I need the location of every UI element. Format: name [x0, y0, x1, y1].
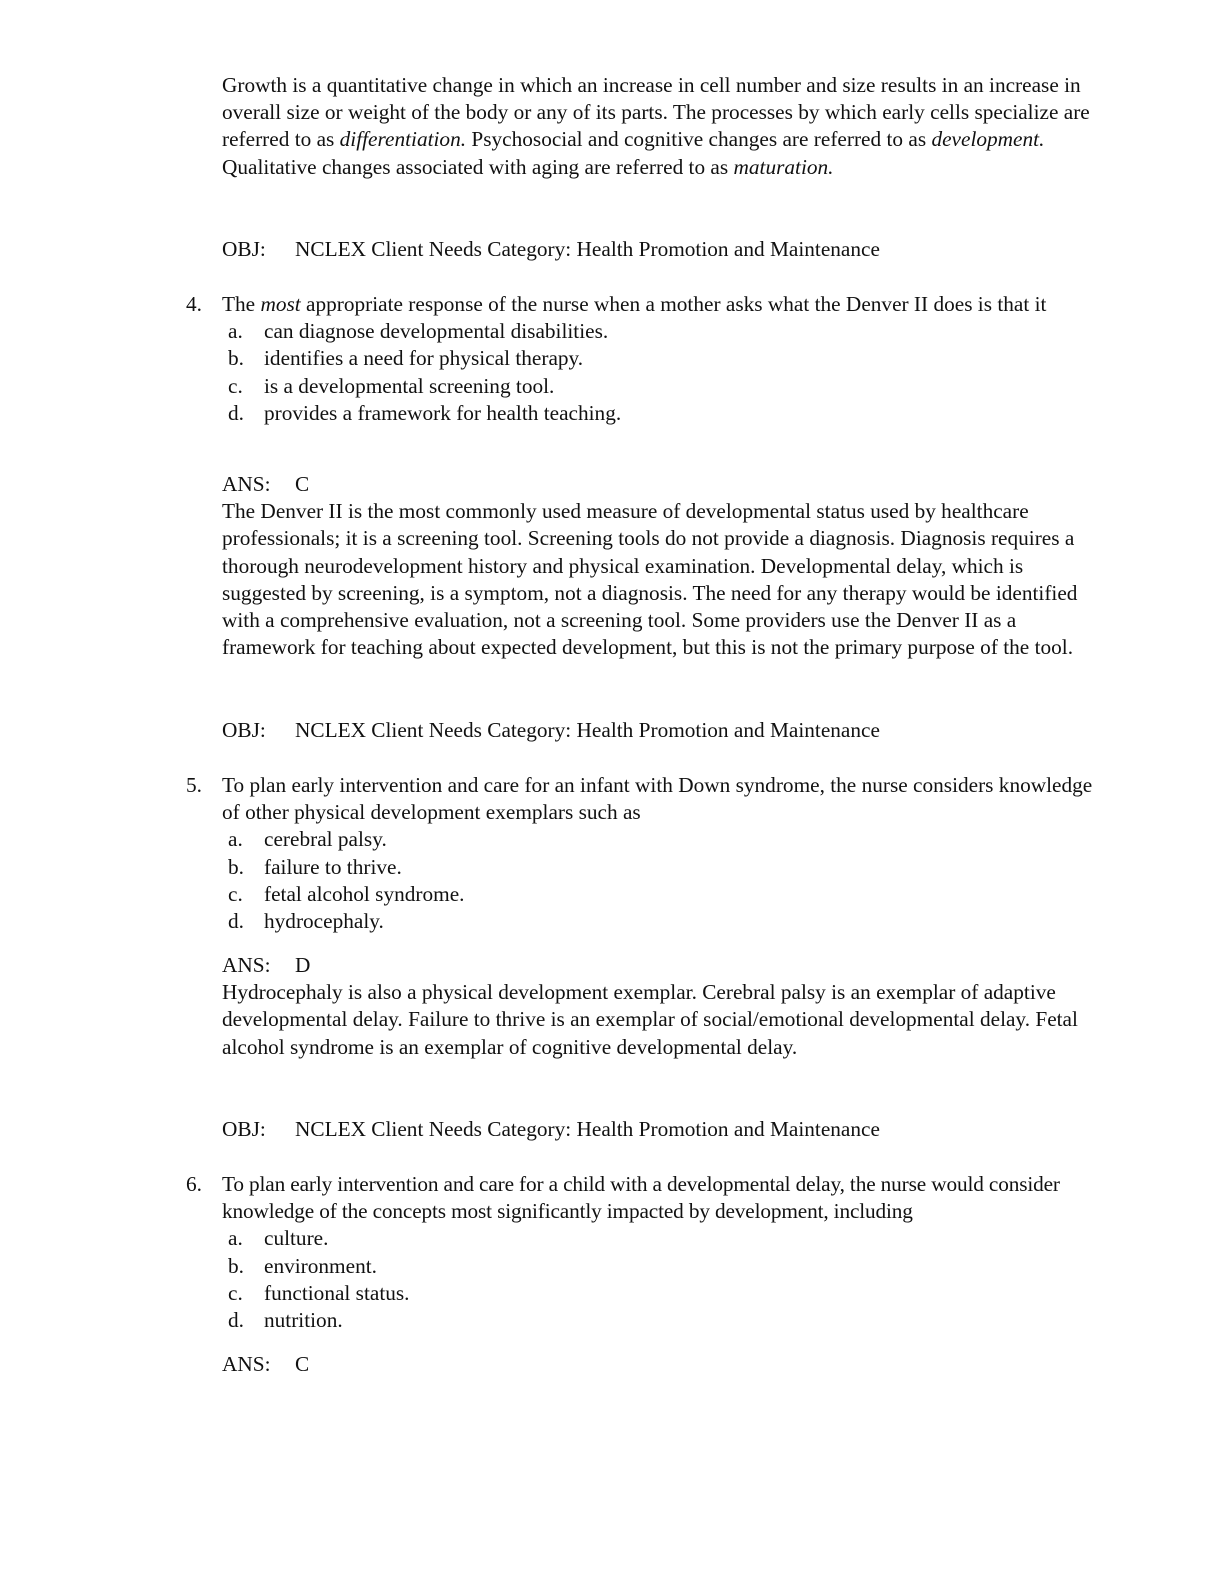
intro-text-1: Growth is a quantitative change in which an increase in cell number and size results in an increase in overall size or weight of the body or any of its parts. The processes by which early cells specialize are referred to as	[222, 73, 1090, 152]
option-letter: c.	[228, 373, 243, 398]
answer-options	[228, 826, 1102, 935]
option-letter: b.	[228, 346, 244, 371]
answer-line	[222, 952, 1102, 979]
option-b	[228, 854, 1102, 881]
term-development: development.	[931, 127, 1045, 152]
stem-text: The	[222, 292, 261, 316]
option-a	[228, 318, 1102, 345]
option-a	[228, 1225, 1102, 1252]
obj-label: OBJ:	[222, 1117, 266, 1141]
intro-paragraph	[222, 72, 1102, 181]
objective-4	[222, 717, 1102, 744]
option-d	[228, 400, 1102, 427]
ans-label: ANS:	[222, 953, 271, 977]
option-text: functional status.	[264, 1280, 410, 1305]
option-text: fetal alcohol syndrome.	[264, 881, 465, 906]
question-stem	[222, 291, 1102, 318]
answer-line	[222, 471, 1102, 498]
term-maturation: maturation.	[733, 154, 834, 179]
answer-6	[222, 1351, 1102, 1378]
option-a	[228, 826, 1102, 853]
obj-text: NCLEX Client Needs Category: Health Promotion and Maintenance	[295, 1117, 880, 1141]
option-text: provides a framework for health teaching.	[264, 400, 622, 425]
option-letter: d.	[228, 400, 244, 425]
ans-label: ANS:	[222, 472, 271, 496]
answer-5	[222, 952, 1102, 1061]
option-d	[228, 1307, 1102, 1334]
option-c	[228, 881, 1102, 908]
option-text: culture.	[264, 1226, 329, 1251]
option-text: failure to thrive.	[264, 854, 402, 879]
ans-label: ANS:	[222, 1352, 271, 1376]
option-text: hydrocephaly.	[264, 909, 384, 934]
obj-label: OBJ:	[222, 237, 266, 261]
option-letter: a.	[228, 827, 243, 852]
question-stem: To plan early intervention and care for an infant with Down syndrome, the nurse considers knowledge of other physical development exemplars such as	[222, 773, 1093, 825]
option-text: nutrition.	[264, 1308, 343, 1333]
answer-options	[228, 1225, 1102, 1334]
stem-emphasis: most	[260, 292, 301, 316]
option-text: can diagnose developmental disabilities.	[264, 319, 609, 344]
intro-text-2: Psychosocial and cognitive changes are referred to as	[466, 127, 932, 152]
question-stem: To plan early intervention and care for a child with a developmental delay, the nurse would consider knowledge of the concepts most significantly impacted by development, including	[222, 1172, 1060, 1224]
term-differentiation: differentiation.	[339, 127, 467, 152]
option-b	[228, 1253, 1102, 1280]
answer-line	[222, 1351, 1102, 1378]
option-d	[228, 908, 1102, 935]
obj-text: NCLEX Client Needs Category: Health Promotion and Maintenance	[295, 237, 880, 261]
question-5	[186, 772, 1102, 935]
rationale: Hydrocephaly is also a physical development exemplar. Cerebral palsy is an exemplar of adaptive developmental delay. Failure to thrive is an exemplar of social/emotional developmental delay. Fetal alcohol syndrome is an exemplar of cognitive developmental delay.	[222, 980, 1078, 1059]
option-letter: a.	[228, 1226, 243, 1251]
obj-text: NCLEX Client Needs Category: Health Promotion and Maintenance	[295, 718, 880, 742]
question-number: 6.	[186, 1172, 202, 1196]
option-text: identifies a need for physical therapy.	[264, 346, 584, 371]
answer-4	[222, 471, 1102, 661]
rationale: The Denver II is the most commonly used measure of developmental status used by healthcare professionals; it is a screening tool. Screening tools do not provide a diagnosis. Diagnosis requires a thorough neurodevelopment history and physical examination. Developmental delay, which is suggested by screening, is a symptom, not a diagnosis. The need for any therapy would be identified with a comprehensive evaluation, not a screening tool. Some providers use the Denver II as a framework for teaching about expected development, but this is not the primary purpose of the tool.	[222, 499, 1078, 660]
answer-value: C	[295, 1352, 310, 1376]
intro-objective	[222, 236, 1102, 263]
option-b	[228, 345, 1102, 372]
option-text: cerebral palsy.	[264, 827, 387, 852]
option-letter: b.	[228, 854, 244, 879]
option-text: environment.	[264, 1253, 377, 1278]
answer-value: C	[295, 472, 310, 496]
option-letter: a.	[228, 319, 243, 344]
option-text: is a developmental screening tool.	[264, 373, 555, 398]
obj-label: OBJ:	[222, 718, 266, 742]
intro-text-3: Qualitative changes associated with aging are referred to as	[222, 154, 734, 179]
question-number: 4.	[186, 292, 202, 316]
option-letter: b.	[228, 1253, 244, 1278]
question-4	[186, 291, 1102, 427]
answer-value: D	[295, 953, 311, 977]
option-letter: d.	[228, 1308, 244, 1333]
question-number: 5.	[186, 773, 202, 797]
stem-text: appropriate response of the nurse when a mother asks what the Denver II does is that it	[300, 292, 1047, 316]
option-c	[228, 373, 1102, 400]
objective-5	[222, 1116, 1102, 1143]
option-c	[228, 1280, 1102, 1307]
question-6	[186, 1171, 1102, 1334]
answer-options	[228, 318, 1102, 427]
option-letter: c.	[228, 881, 243, 906]
option-letter: d.	[228, 909, 244, 934]
option-letter: c.	[228, 1280, 243, 1305]
